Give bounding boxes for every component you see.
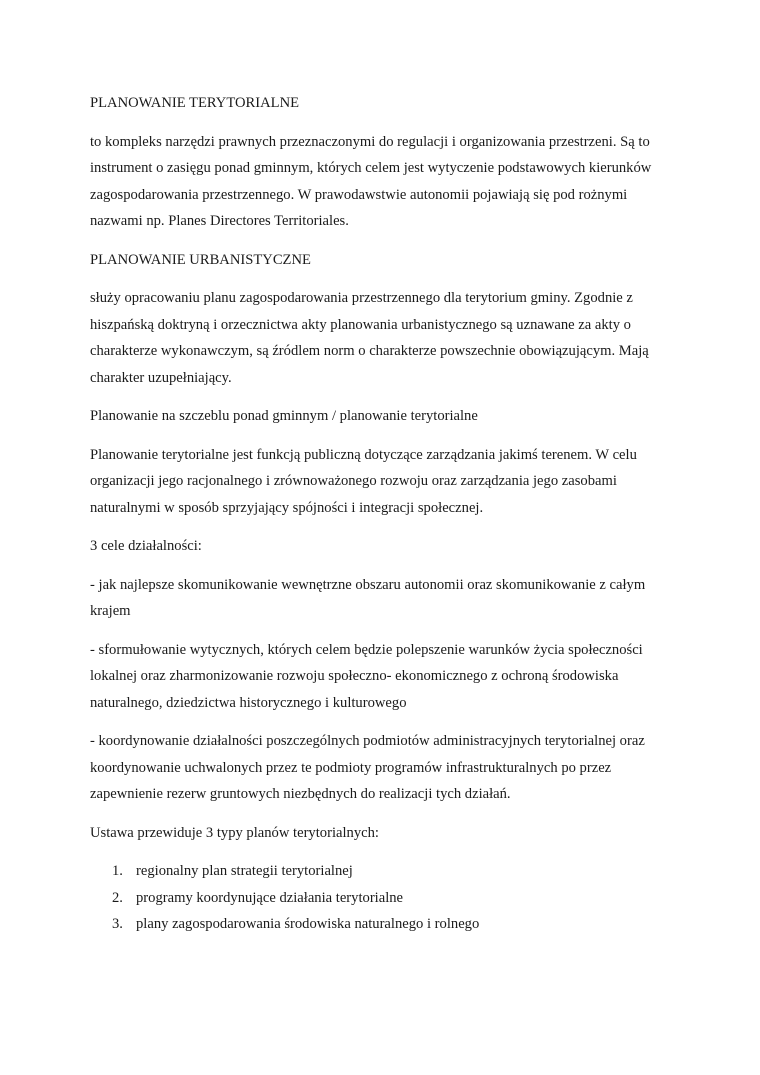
heading-planowanie-urbanistyczne: PLANOWANIE URBANISTYCZNE (90, 251, 311, 268)
paragraph-definition-urban: służy opracowaniu planu zagospodarowania przestrzennego dla terytorium gminy. Zgodnie z hiszpańską doktryną i orzecznictwa akty planowania urbanistycznego są uznawane za akty o charakterze wykonawczym, są źródlem norm o charakterze powszechnie obowiązującym. Mają charakter uzupełniający. (90, 290, 649, 386)
plans-list (90, 858, 668, 938)
list-text: regionalny plan strategii terytorialnej (136, 863, 353, 879)
list-item (112, 911, 668, 938)
list-number: 1. (112, 863, 123, 879)
list-number: 3. (112, 916, 123, 932)
list-item (112, 858, 668, 885)
goal-item-1: - jak najlepsze skomunikowanie wewnętrzne obszaru autonomii oraz skomunikowanie z całym krajem (90, 576, 646, 619)
paragraph-territorial-function: Planowanie terytorialne jest funkcją publiczną dotyczące zarządzania jakimś terenem. W celu organizacji jego racjonalnego i zrównoważonego rozwoju oraz zarządzania jego zasobami naturalnymi w sposób sprzyjający spójności i integracji społecznej. (90, 446, 637, 516)
list-number: 2. (112, 889, 123, 906)
list-text: plany zagospodarowania środowiska naturalnego i rolnego (136, 916, 480, 932)
paragraph-definition-territorial: to kompleks narzędzi prawnych przeznaczonymi do regulacji i organizowania przestrzeni. Są to instrument o zasięgu ponad gminnym, których celem jest wytyczenie podstawowych kierunków zagospodarowania przestrzennego. W prawodawstwie autonomii pojawiają się pod rożnymi nazwami np. Planes Directores Territoriales. (90, 133, 652, 229)
list-text: programy koordynujące działania terytorialne (136, 889, 404, 906)
list-item (112, 885, 668, 912)
goal-item-3: - koordynowanie działalności poszczególnych podmiotów administracyjnych terytorialnej oraz koordynowanie uchwalonych przez te podmioty programów infrastrukturalnych po przez zapewnienie rezerw gruntowych niezbędnych do realizacji tych działań. (90, 733, 645, 802)
plans-intro: Ustawa przewiduje 3 typy planów terytorialnych: (90, 824, 379, 841)
goals-intro: 3 cele działalności: (90, 538, 202, 554)
goal-item-2: - sformułowanie wytycznych, których celem będzie polepszenie warunków życia społeczności lokalnej oraz zharmonizowanie rozwoju społeczno- ekonomicznego z ochroną środowiska naturalnego, dziedzictwa historycznego i kulturowego (90, 641, 643, 711)
heading-planowanie-terytorialne: PLANOWANIE TERYTORIALNE (90, 95, 300, 111)
subheading-supra-municipal: Planowanie na szczeblu ponad gminnym / planowanie terytorialne (90, 408, 478, 424)
